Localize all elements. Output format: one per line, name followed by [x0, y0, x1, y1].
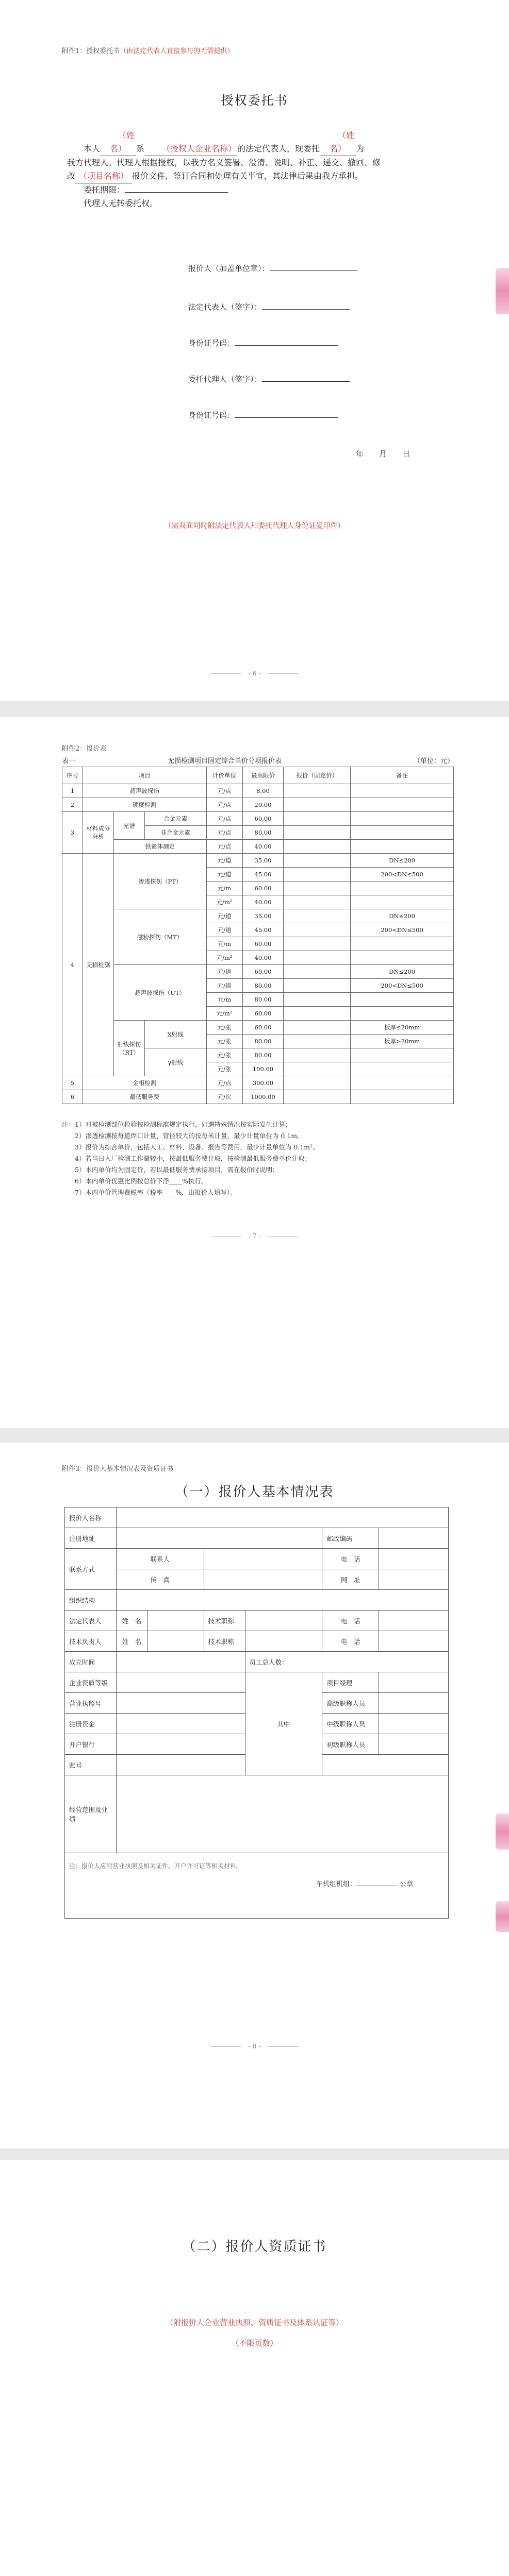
cell-bid-input[interactable] [284, 784, 351, 798]
cell-bid-input[interactable] [284, 1076, 351, 1090]
cell-remark: 200<DN≤500 [351, 868, 454, 882]
header-cell: 计价单位 [206, 767, 242, 784]
cell-remark [351, 826, 454, 840]
label-cell: 技术职称 [204, 1611, 245, 1631]
website-input[interactable] [379, 1569, 449, 1590]
cell-item: 金相检测 [83, 1076, 206, 1090]
cell-price: 35.00 [242, 854, 284, 868]
note-line: 7）本内单价管理费税率（税率____%，由报价人填写）。 [62, 1189, 237, 1196]
cell-item: 磁粉探伤（MT） [113, 909, 206, 965]
cell-price: 1000.00 [242, 1090, 284, 1104]
label-cell: 姓 名 [116, 1631, 147, 1652]
cell-price: 60.00 [242, 1007, 284, 1021]
field-underline [262, 309, 350, 310]
cell-unit: 元/道 [206, 868, 242, 882]
field-label: 身份证号码： [188, 411, 235, 420]
table-row [62, 812, 454, 826]
quotation-table [62, 767, 454, 1104]
footnote: （需双面同时附法定代表人和委托代理人身份证复印件） [164, 522, 345, 530]
cell-price: 60.00 [242, 937, 284, 951]
cell-remark [351, 840, 454, 854]
fax-input[interactable] [204, 1569, 322, 1590]
label-cell: 开户银行 [65, 1734, 117, 1755]
contact-person-input[interactable] [204, 1549, 322, 1569]
cell-bid-input[interactable] [284, 1062, 351, 1076]
table-number: 表一 [62, 757, 76, 765]
cell-price: 80.00 [242, 979, 284, 993]
phone-input[interactable] [379, 1549, 449, 1569]
cell-remark [351, 937, 454, 951]
cell-bid-input[interactable] [284, 840, 351, 854]
seal-suffix: 公章 [399, 1880, 413, 1888]
table-row [65, 1507, 449, 1528]
cell-price: 300.00 [242, 1076, 284, 1090]
cell-no: 3 [62, 812, 83, 854]
cell-remark [351, 1062, 454, 1076]
cell-price: 40.00 [242, 951, 284, 965]
legal-rep-name-input[interactable] [147, 1611, 204, 1631]
cell-price: 60.00 [242, 882, 284, 895]
cell-item: 硬度检测 [83, 798, 206, 812]
junior-count-input[interactable] [379, 1734, 449, 1755]
cell-bid-input[interactable] [284, 854, 351, 868]
field-underline [262, 381, 350, 382]
cell-price: 60.00 [242, 1021, 284, 1035]
tech-lead-name-input[interactable] [147, 1631, 204, 1652]
reg-capital-input[interactable] [116, 1714, 245, 1734]
page-title: （二）报价人资质证书 [182, 2239, 327, 2255]
label-cell: 报价人名称 [65, 1507, 117, 1528]
cell-item: 超声波探伤 [83, 784, 206, 798]
cell-no: 2 [62, 798, 83, 812]
field-label: 法定代表人（签字）： [188, 302, 262, 312]
cell-bid-input[interactable] [284, 1021, 351, 1035]
header-cell: 报价（固定价） [284, 767, 351, 784]
cell-unit: 元/道 [206, 909, 242, 923]
cell-unit: 元/张 [206, 1035, 242, 1048]
field-underline [270, 270, 357, 271]
table-row [65, 1569, 449, 1590]
cell-bid-input[interactable] [284, 965, 351, 979]
cert-level-input[interactable] [116, 1672, 245, 1693]
cell-remark: 板厚≤20mm [351, 1021, 454, 1035]
tech-lead-phone-input[interactable] [379, 1631, 449, 1652]
postcode-input[interactable] [379, 1528, 449, 1549]
label-cell: 初级职称人员 [322, 1734, 379, 1755]
cell-item: 非合金元素 [144, 826, 206, 840]
text-part: 的法定代表人，现委托 [237, 144, 320, 154]
cell-remark [351, 951, 454, 965]
cell-unit: 元/点 [206, 798, 242, 812]
est-date-input[interactable] [116, 1652, 245, 1672]
cell-unit: 元/点 [206, 812, 242, 826]
cell-price: 8.00 [242, 784, 284, 798]
cell-unit: 元/张 [206, 1048, 242, 1062]
cell-price: 80.00 [242, 993, 284, 1007]
cell-remark: 200<DN≤500 [351, 923, 454, 937]
bidder-seal-line [188, 263, 357, 274]
attachment-header: 附件2：报价表 [62, 745, 107, 753]
cell-item: 铁素体测定 [113, 840, 206, 854]
table-row [65, 1853, 449, 1919]
note-cell [65, 1853, 449, 1919]
cell-remark [351, 993, 454, 1007]
label-cell: 经营范围及业绩 [65, 1775, 117, 1853]
note-line: 6）本内单价优惠比例按总价下浮____%执行。 [62, 1177, 208, 1185]
label-cell: 技术负责人 [65, 1631, 117, 1652]
page-quotation-table [0, 717, 509, 1428]
table-notes [62, 1119, 454, 1198]
label-cell: 网 址 [322, 1569, 379, 1590]
cell-remark [351, 784, 454, 798]
table-row [62, 965, 454, 979]
seal-prefix: 车机组机组 [316, 1880, 350, 1888]
cell-unit: 元/道 [206, 854, 242, 868]
cell-remark [351, 1007, 454, 1021]
id-number-line [188, 337, 338, 348]
label-cell: 营业执照号 [65, 1693, 117, 1714]
cell-remark [351, 812, 454, 826]
term-field [125, 192, 228, 193]
page-authorization-letter [0, 0, 509, 701]
cell-bid-input[interactable] [284, 909, 351, 923]
page-qualification [0, 2160, 509, 2576]
cell-remark [351, 798, 454, 812]
cell-unit: 元/点 [206, 826, 242, 840]
header-cell: 最高限价 [242, 767, 284, 784]
cell-unit: 元/m [206, 993, 242, 1007]
seal-stamp-edge [496, 1901, 509, 1932]
cell-bid-input[interactable] [284, 937, 351, 951]
label-cell: 联系方式 [65, 1549, 117, 1590]
text-part: 改 [67, 171, 76, 181]
cell-remark [351, 882, 454, 895]
table-row [65, 1611, 449, 1631]
cell-remark: DN≤200 [351, 854, 454, 868]
note-line: 5）本内单价均为固定价，若以最低服务费承接项目，需在报价时说明； [62, 1166, 279, 1174]
cell-remark [351, 1076, 454, 1090]
cell-unit: 元/道 [206, 979, 242, 993]
label-cell: 其中 [245, 1672, 322, 1775]
cell-bid-input[interactable] [284, 923, 351, 937]
label-cell: 中级职称人员 [322, 1714, 379, 1734]
cell-no: 5 [62, 1076, 83, 1090]
bidder-info-table [64, 1507, 449, 1919]
cell-sub: 光谱 [113, 812, 144, 840]
cell-bid-input[interactable] [284, 1048, 351, 1062]
cell-bid-input[interactable] [284, 1007, 351, 1021]
cell-price: 80.00 [242, 1035, 284, 1048]
field-label: 委托代理人（签字）： [188, 375, 262, 384]
page-title: （一）报价人基本情况表 [175, 1484, 334, 1500]
text-part: 为 [356, 144, 365, 154]
page-limit-note: （不限页数） [231, 2338, 278, 2348]
label-cell: 成立时间 [65, 1652, 117, 1672]
cell-price: 80.00 [242, 1048, 284, 1062]
attachment-label: 附件1：授权委托书 [62, 47, 120, 55]
header-cell: 项目 [83, 767, 206, 784]
senior-count-input[interactable] [379, 1693, 449, 1714]
table-title: 无损检测项目固定综合单价分项报价表 [168, 757, 282, 765]
cell-unit: 元/点 [206, 784, 242, 798]
label-cell: 邮政编码 [322, 1528, 379, 1549]
cell-bid-input[interactable] [284, 979, 351, 993]
page-number: - 8 - [0, 2043, 509, 2050]
label-cell: 技术职称 [204, 1631, 245, 1652]
cell-bid-input[interactable] [284, 798, 351, 812]
pm-count-input[interactable] [379, 1672, 449, 1693]
project-name-field: （项目名称） [75, 170, 132, 183]
company-name-input[interactable] [116, 1507, 448, 1528]
cell-item: 合金元素 [144, 812, 206, 826]
table-row [62, 1076, 454, 1090]
company-name-field: （授权人企业名称） [144, 142, 237, 156]
cell-remark: 200<DN≤500 [351, 979, 454, 993]
authorization-paragraph [67, 129, 438, 210]
mid-count-input[interactable] [379, 1714, 449, 1734]
label-cell: 电 话 [322, 1549, 379, 1569]
cell-group: 无损检测 [83, 854, 113, 1076]
note-line: 4）若当日入厂检测工作量较小，按最低服务费计取，按检测最低服务费单价计取； [62, 1155, 311, 1162]
unit-note: （单位：元） [413, 757, 454, 765]
experience-input[interactable] [116, 1775, 448, 1853]
label-cell: 员工总人数： [245, 1652, 448, 1672]
cell-item: 最低服务费 [83, 1090, 206, 1104]
table-row [62, 784, 454, 798]
table-row [62, 1021, 454, 1035]
text-part: 报价文件，签订合同和处理有关事宜，其法律后果由我方承担。 [132, 171, 364, 181]
cell-unit: 元/点 [206, 1076, 242, 1090]
label-cell: 账号 [65, 1755, 117, 1775]
cell-unit: 元/张 [206, 1062, 242, 1076]
cell-unit: 元/道 [206, 965, 242, 979]
cell-price: 100.00 [242, 1062, 284, 1076]
cell-remark: 板厚>20mm [351, 1035, 454, 1048]
cell-sub: 射线探伤（RT） [113, 1021, 144, 1076]
cell-bid-input[interactable] [284, 882, 351, 895]
agent-id-line [188, 410, 338, 420]
label-cell: 高级职称人员 [322, 1693, 379, 1714]
cell-remark [351, 895, 454, 909]
cell-unit: 元/次 [206, 1090, 242, 1104]
cell-price: 35.00 [242, 909, 284, 923]
table-row [65, 1672, 449, 1693]
table-row [62, 1090, 454, 1104]
legal-rep-title-input[interactable] [245, 1611, 322, 1631]
cell-remark: DN≤200 [351, 909, 454, 923]
no-subdelegation-text: 代理人无转委托权。 [84, 198, 158, 208]
table-header-row [62, 767, 454, 784]
text-part: 本人 [84, 144, 101, 154]
label-cell: 注册资金 [65, 1714, 117, 1734]
qualification-note: （附报价人企业营业执照、资质证书及体系认证等） [165, 2318, 343, 2327]
cell-price: 20.00 [242, 798, 284, 812]
table-row [65, 1652, 449, 1672]
cell-bid-input[interactable] [284, 1035, 351, 1048]
cell-unit: 元/m² [206, 895, 242, 909]
attachment-note: （由法定代表人直接参与的无需提供） [120, 47, 234, 55]
page-bidder-info [0, 1443, 509, 2148]
cell-bid-input[interactable] [284, 951, 351, 965]
label-cell: 姓 名 [116, 1611, 147, 1631]
cell-unit: 元/m² [206, 1007, 242, 1021]
cell-remark [351, 1048, 454, 1062]
cell-item: γ射线 [144, 1048, 206, 1076]
cell-item: 渗透探伤（PT） [113, 854, 206, 909]
account-input[interactable] [116, 1755, 245, 1775]
cell-price: 60.00 [242, 965, 284, 979]
note-text: 注：报价人应附营业执照及相关证件、开户许可证等相关材料。 [69, 1862, 243, 1870]
header-cell: 备注 [351, 767, 454, 784]
agent-name-field: （姓名） [320, 129, 356, 156]
cell-no: 1 [62, 784, 83, 798]
label-cell: 注册地址 [65, 1528, 117, 1549]
table-row [65, 1590, 449, 1611]
seal-line: 车机组机组： 公章 [316, 1880, 413, 1888]
cell-price: 45.00 [242, 923, 284, 937]
cell-unit: 元/m² [206, 951, 242, 965]
attachment-header: 附件3：报价人基本情况表及资质证书 [62, 1465, 174, 1473]
cell-price: 60.00 [242, 812, 284, 826]
label-cell: 传 真 [116, 1569, 204, 1590]
cell-bid-input[interactable] [284, 812, 351, 826]
cell-bid-input[interactable] [284, 1090, 351, 1104]
table-row [65, 1775, 449, 1853]
cell-no: 6 [62, 1090, 83, 1104]
cell-item: X射线 [144, 1021, 206, 1048]
cell-bid-input[interactable] [284, 826, 351, 840]
table-row [65, 1528, 449, 1549]
attachment-header [62, 45, 234, 55]
cell-price: 40.00 [242, 840, 284, 854]
label-cell: 电 话 [322, 1631, 379, 1652]
cell-unit: 元/道 [206, 923, 242, 937]
agent-sign-line [188, 374, 350, 384]
cell-unit: 元/m [206, 882, 242, 895]
license-no-input[interactable] [116, 1693, 245, 1714]
cell-bid-input[interactable] [284, 993, 351, 1007]
table-row [62, 909, 454, 923]
text-part: 系 [136, 144, 145, 154]
note-line: 注：1）对被检测部位检验按检测标准规定执行，如遇特殊情况按实际发生计算； [62, 1121, 292, 1128]
table-row [65, 1631, 449, 1652]
cell-unit: 元/m [206, 937, 242, 951]
page-number: - 6 - [0, 670, 509, 677]
page-number: - 7 - [0, 1232, 509, 1240]
legal-rep-line [188, 301, 350, 312]
table-row [62, 854, 454, 868]
cell-no: 4 [62, 854, 83, 1076]
page-title: 授权委托书 [221, 93, 288, 108]
legal-rep-phone-input[interactable] [379, 1611, 449, 1631]
cell-item: 超声波探伤（UT） [113, 965, 206, 1021]
field-underline [235, 345, 338, 346]
cell-unit: 元/张 [206, 1021, 242, 1035]
table-row [62, 840, 454, 854]
principal-name-field: （姓名） [100, 129, 136, 156]
cell-bid-input[interactable] [284, 895, 351, 909]
cell-unit: 元/点 [206, 840, 242, 854]
header-cell: 序号 [62, 767, 83, 784]
note-line: 3）报价为综合单价，包括人工、材料、设备、报告等费用，最少计量单位为 0.1m²。 [62, 1143, 319, 1151]
table-caption [62, 755, 454, 765]
cell-price: 45.00 [242, 868, 284, 882]
cell-remark: DN≤200 [351, 965, 454, 979]
cell-price: 40.00 [242, 895, 284, 909]
note-line: 2）渗透检测按每道焊口计量，管径较大的按每米计量，最少计量单位为 0.1m。 [62, 1132, 304, 1140]
label-cell: 企业资质等级 [65, 1672, 117, 1693]
date-line: 年 月 日 [356, 449, 411, 459]
table-row [62, 798, 454, 812]
label-cell: 电 话 [322, 1611, 379, 1631]
table-row [65, 1549, 449, 1569]
seal-stamp-edge [496, 268, 509, 314]
text-line: 我方代理人。代理人根据授权，以我方名义签署、澄清、说明、补正、递交、撤回、修 [67, 158, 381, 167]
cell-bid-input[interactable] [284, 868, 351, 882]
tech-lead-title-input[interactable] [245, 1631, 322, 1652]
field-underline [235, 417, 338, 418]
label-cell: 联系人 [116, 1549, 204, 1569]
reg-address-input[interactable] [116, 1528, 322, 1549]
cell-group: 材料成分分析 [83, 812, 113, 854]
label-cell: 项目经理 [322, 1672, 379, 1693]
term-label: 委托期限： [84, 185, 125, 195]
field-label: 报价人（加盖单位章）： [188, 264, 270, 273]
cell-price: 80.00 [242, 826, 284, 840]
bank-input[interactable] [116, 1734, 245, 1755]
label-cell: 组织结构 [65, 1590, 117, 1611]
empty-cell [322, 1755, 449, 1775]
field-label: 身份证号码： [188, 338, 235, 348]
label-cell: 法定代表人 [65, 1611, 117, 1631]
cell-remark [351, 1090, 454, 1104]
org-structure-input[interactable] [116, 1590, 448, 1611]
seal-stamp-edge [496, 1814, 509, 1850]
